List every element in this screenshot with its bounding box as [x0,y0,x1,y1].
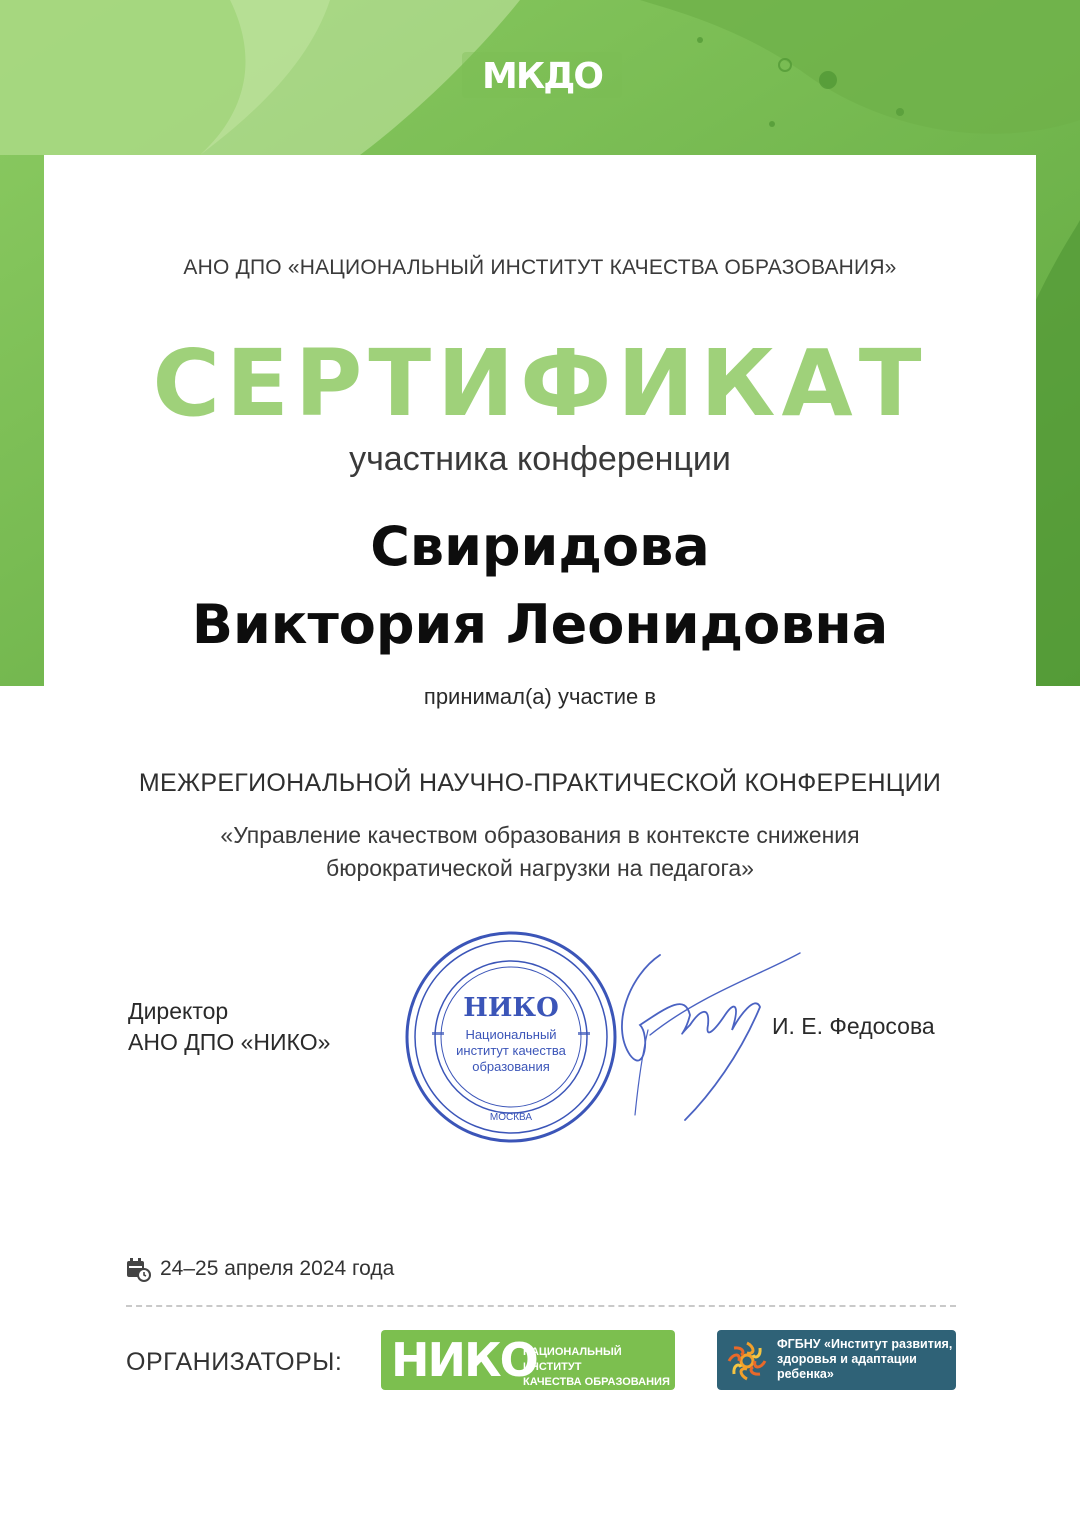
fgbnu-organizer-logo [717,1330,956,1390]
stamp-line2: институт качества [456,1043,566,1058]
participation-text: принимал(а) участие в [423,684,657,709]
niko-organizer-logo [381,1330,675,1390]
niko-logo-text: НИКО [391,1333,537,1387]
organizers-label: ОРГАНИЗАТОРЫ: [126,1348,343,1376]
niko-tagline-line2: КАЧЕСТВА ОБРАЗОВАНИЯ [523,1376,670,1388]
fgbnu-line3: ребенка» [777,1367,834,1381]
organization-name: АНО ДПО «НАЦИОНАЛЬНЫЙ ИНСТИТУТ КАЧЕСТВА ОБРАЗОВАНИЯ» [183,256,897,279]
event-date: 24–25 апреля 2024 года [160,1257,395,1280]
mkdo-logo-text: МКДО [482,56,602,97]
calendar-icon [126,1257,152,1283]
niko-tagline [523,1345,675,1390]
niko-tagline-line1: НАЦИОНАЛЬНЫЙ ИНСТИТУТ [523,1346,622,1373]
fgbnu-line2: здоровья и адаптации [777,1352,917,1366]
director-title [128,996,330,1058]
stamp-city: МОСКВА [489,1112,533,1123]
conference-type: МЕЖРЕГИОНАЛЬНОЙ НАУЧНО-ПРАКТИЧЕСКОЙ КОНФЕРЕНЦИИ [138,769,942,797]
director-line1: Директор [128,998,229,1024]
fgbnu-name [777,1337,952,1382]
signer-name: И. Е. Федосова [772,1013,935,1039]
footer-divider [126,1305,956,1307]
conference-title [0,819,1080,885]
certificate-subtitle: участника конференции [349,440,731,478]
stamp-line3: образования [472,1059,550,1074]
conference-title-line2: бюрократической нагрузки на педагога» [326,855,754,881]
director-line2: АНО ДПО «НИКО» [128,1029,331,1055]
certificate-title: СЕРТИФИКАТ [152,330,928,437]
flower-logo-icon [723,1337,771,1385]
official-stamp [402,928,620,1146]
stamp-title: НИКО [463,993,559,1023]
stamp-line1: Национальный [465,1027,557,1042]
fgbnu-line1: ФГБНУ «Институт развития, [777,1337,953,1351]
mkdo-logo [462,52,622,98]
recipient-given-names: Виктория Леонидовна [191,593,889,656]
conference-title-line1: «Управление качеством образования в контексте снижения [220,822,860,848]
recipient-surname: Свиридова [370,515,710,578]
